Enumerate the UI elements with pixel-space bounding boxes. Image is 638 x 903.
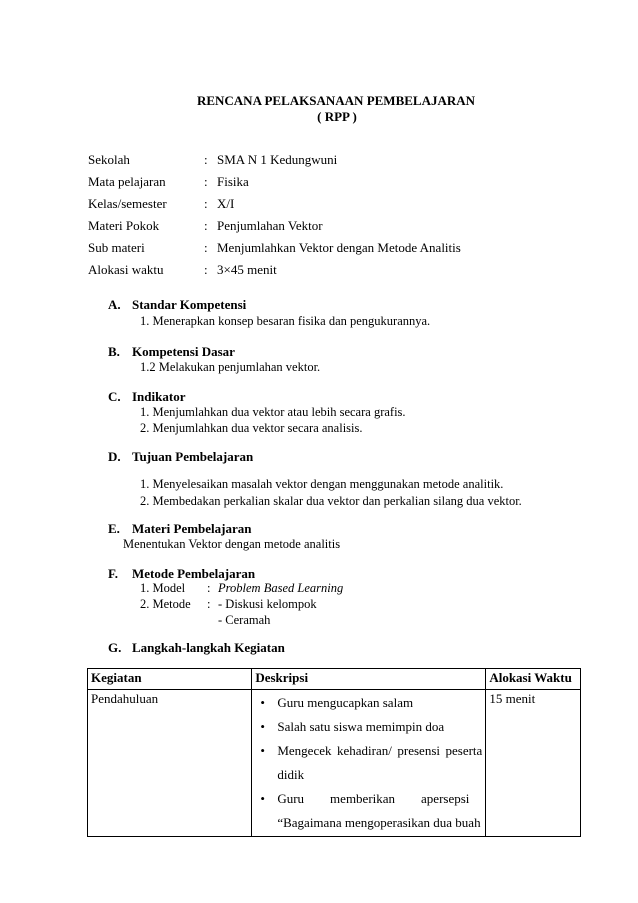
- section-title: Langkah-langkah Kegiatan: [132, 640, 285, 655]
- section-letter: G.: [108, 640, 122, 655]
- section-title: Indikator: [132, 389, 186, 404]
- method-metode-item: - Diskusi kelompok: [218, 597, 317, 611]
- section-letter: E.: [108, 521, 120, 536]
- section-c-heading: [108, 389, 185, 405]
- method-metode-colon: :: [207, 597, 211, 611]
- table-header-deskripsi: Deskripsi: [252, 669, 486, 690]
- table-header-row: [88, 669, 581, 690]
- table-row: [88, 690, 581, 837]
- section-title: Materi Pembelajaran: [132, 521, 252, 536]
- info-value: Fisika: [217, 174, 249, 189]
- info-key: Mata pelajaran: [88, 174, 166, 189]
- info-value: Menjumlahkan Vektor dengan Metode Analitis: [217, 240, 461, 255]
- section-b-item: 1.2 Melakukan penjumlahan vektor.: [140, 360, 321, 374]
- list-item: • Mengecek kehadiran/ presensi peserta: [255, 739, 482, 763]
- info-colon: :: [204, 240, 208, 255]
- info-key: Sekolah: [88, 152, 130, 167]
- section-letter: D.: [108, 449, 121, 464]
- document-subtitle: ( RPP ): [317, 109, 357, 124]
- method-model-colon: :: [207, 581, 211, 595]
- info-colon: :: [204, 218, 208, 233]
- info-colon: :: [204, 174, 208, 189]
- info-key: Kelas/semester: [88, 196, 167, 211]
- method-model-label: 1. Model: [140, 581, 186, 595]
- list-item: • Guru memberikan apersepsi: [255, 787, 482, 811]
- section-g-heading: [108, 640, 285, 656]
- table-cell-deskripsi: [252, 690, 486, 837]
- info-colon: :: [204, 196, 208, 211]
- section-a-heading: [108, 297, 246, 313]
- activities-table: [87, 668, 581, 837]
- table-cell-kegiatan: Pendahuluan: [88, 690, 252, 837]
- info-key: Sub materi: [88, 240, 145, 255]
- list-item: • Guru mengucapkan salam: [255, 691, 482, 715]
- info-colon: :: [204, 152, 208, 167]
- info-value: 3×45 menit: [217, 262, 277, 277]
- section-f-heading: [108, 566, 255, 582]
- section-letter: F.: [108, 566, 118, 581]
- section-c-item: 1. Menjumlahkan dua vektor atau lebih secara grafis.: [140, 405, 406, 419]
- table-cell-alokasi: 15 menit: [486, 690, 581, 837]
- section-title: Kompetensi Dasar: [132, 344, 235, 359]
- info-value: Penjumlahan Vektor: [217, 218, 323, 233]
- method-model-value: Problem Based Learning: [218, 581, 344, 595]
- section-b-heading: [108, 344, 235, 360]
- section-letter: A.: [108, 297, 121, 312]
- list-item-continuation: didik: [277, 767, 305, 782]
- method-metode-item: - Ceramah: [218, 613, 271, 627]
- section-e-item: Menentukan Vektor dengan metode analitis: [123, 537, 341, 551]
- section-e-heading: [108, 521, 251, 537]
- section-d-item: 1. Menyelesaikan masalah vektor dengan menggunakan metode analitik.: [140, 477, 504, 491]
- section-letter: C.: [108, 389, 121, 404]
- section-c-item: 2. Menjumlahkan dua vektor secara analisis.: [140, 421, 363, 435]
- info-key: Materi Pokok: [88, 218, 160, 233]
- section-d-item: 2. Membedakan perkalian skalar dua vektor dan perkalian silang dua vektor.: [140, 494, 522, 508]
- info-value: X/I: [217, 196, 235, 211]
- section-d-heading: [108, 449, 253, 465]
- info-colon: :: [204, 262, 208, 277]
- list-item-continuation: “Bagaimana mengoperasikan dua buah: [277, 815, 481, 830]
- method-metode-label: 2. Metode: [140, 597, 191, 611]
- info-value: SMA N 1 Kedungwuni: [217, 152, 338, 167]
- section-letter: B.: [108, 344, 120, 359]
- list-item: • Salah satu siswa memimpin doa: [255, 715, 482, 739]
- section-title: Standar Kompetensi: [132, 297, 247, 312]
- section-a-item: 1. Menerapkan konsep besaran fisika dan pengukurannya.: [140, 314, 431, 328]
- document-title: RENCANA PELAKSANAAN PEMBELAJARAN: [196, 93, 476, 108]
- info-key: Alokasi waktu: [88, 262, 164, 277]
- section-title: Metode Pembelajaran: [132, 566, 256, 581]
- section-title: Tujuan Pembelajaran: [132, 449, 254, 464]
- table-header-alokasi: Alokasi Waktu: [486, 669, 581, 690]
- table-header-kegiatan: Kegiatan: [88, 669, 252, 690]
